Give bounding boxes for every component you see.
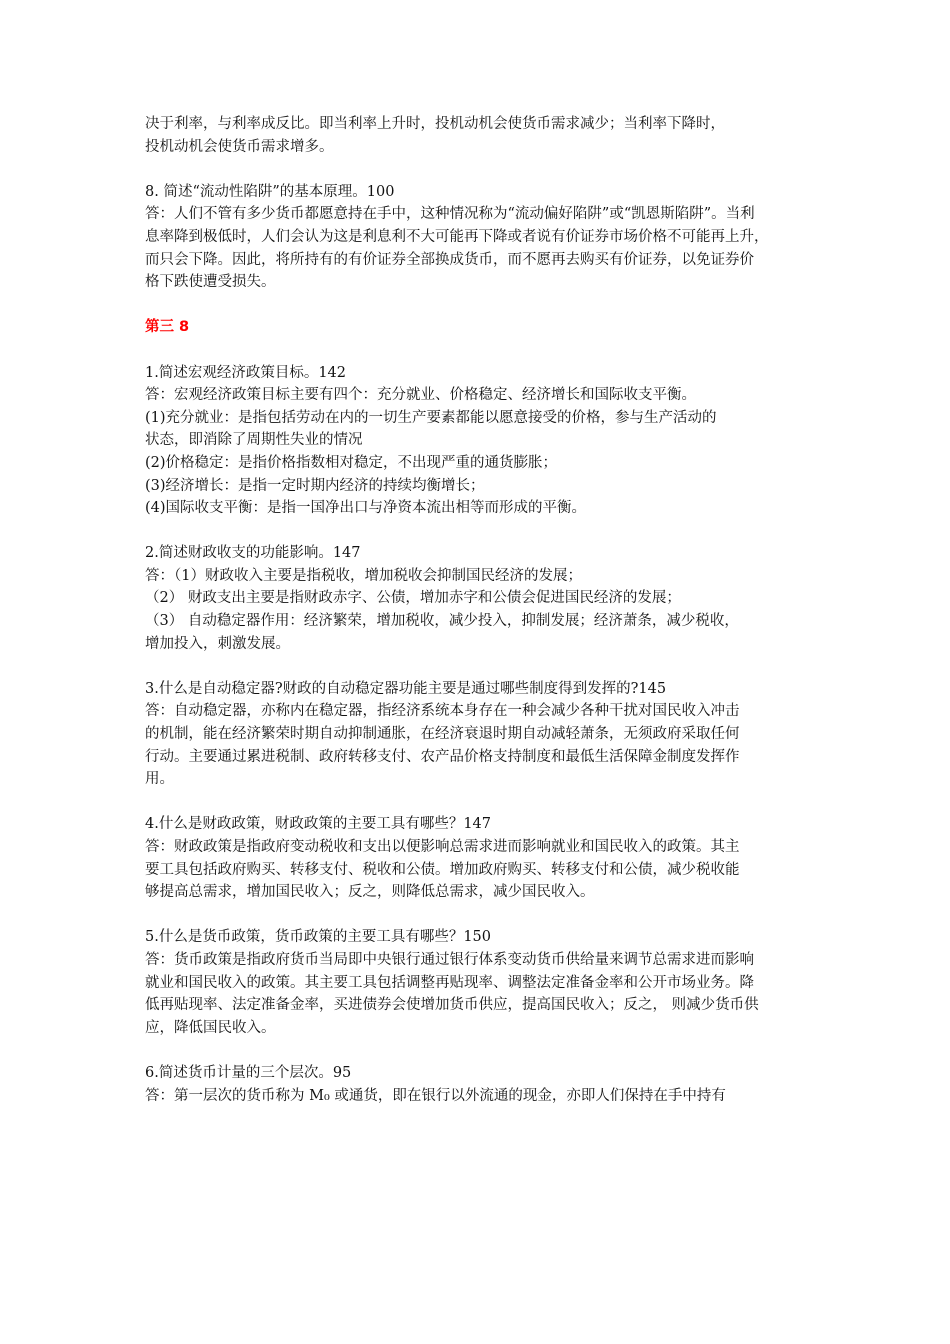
paragraph [145,1062,810,1107]
paragraph-gap [145,339,810,362]
text-line: 答：第一层次的货币称为 M₀ 或通货，即在银行以外流通的现金，亦即人们保持在手中持有 [145,1087,726,1104]
text-line: (4)国际收支平衡：是指一国净出口与净资本流出相等而形成的平衡。 [145,500,587,517]
text-line: 应，降低国民收入。 [145,1019,276,1036]
text-line: 3.什么是自动稳定器?财政的自动稳定器功能主要是通过哪些制度得到发挥的?145 [145,680,667,697]
text-line: 增加投入，刺激发展。 [145,635,290,652]
text-line: 答：宏观经济政策目标主要有四个：充分就业、价格稳定、经济增长和国际收支平衡。 [145,387,696,404]
paragraph-gap [145,655,810,678]
text-line: (3)经济增长：是指一定时期内经济的持续均衡增长； [145,477,485,494]
text-line: 1.简述宏观经济政策目标。142 [145,364,347,381]
text-line: (1)充分就业：是指包括劳动在内的一切生产要素都能以愿意接受的价格，参与生产活动的 [145,409,717,426]
paragraph-gap [145,294,810,317]
text-line: 的机制，能在经济繁荣时期自动抑制通胀，在经济衰退时期自动减轻萧条，无须政府采取任何 [145,726,740,743]
text-line: 行动。主要通过累进税制、政府转移支付、农产品价格支持制度和最低生活保障金制度发挥作 [145,748,740,765]
text-line: 5.什么是货币政策，货币政策的主要工具有哪些？150 [145,929,492,946]
paragraph-gap [145,1039,810,1062]
paragraph [145,542,810,655]
text-line: 答：（1）财政收入主要是指税收，增加税收会抑制国民经济的发展； [145,567,582,584]
paragraph [145,362,810,520]
text-line: （3） 自动稳定器作用：经济繁荣，增加税收，减少投入，抑制发展；经济萧条，减少税收， [145,613,739,630]
text-line: 状态，即消除了周期性失业的情况 [145,432,363,449]
paragraph [145,813,810,903]
text-line: 而只会下降。因此，将所持有的有价证券全部换成货币，而不愿再去购买有价证券，以免证券价 [145,251,754,268]
text-line: 投机动机会使货币需求增多。 [145,138,334,155]
document-page [145,113,810,1107]
text-line: （2） 财政支出主要是指财政赤字、公债，增加赤字和公债会促进国民经济的发展； [145,590,681,607]
text-line: 4.什么是财政政策，财政政策的主要工具有哪些？147 [145,816,492,833]
text-line: (2)价格稳定：是指价格指数相对稳定，不出现严重的通货膨胀； [145,454,558,471]
text-line: 用。 [145,771,174,788]
text-line: 够提高总需求，增加国民收入；反之，则降低总需求，减少国民收入。 [145,884,595,901]
paragraph [145,678,810,791]
paragraph [145,181,810,294]
paragraph [145,113,810,158]
text-line: 答：财政政策是指政府变动税收和支出以便影响总需求进而影响就业和国民收入的政策。其主 [145,839,740,855]
text-line: 答：货币政策是指政府货币当局即中央银行通过银行体系变动货币供给量来调节总需求进而影响 [145,951,754,968]
text-line: 2.简述财政收支的功能影响。147 [145,545,361,562]
paragraph-gap [145,520,810,543]
paragraph [145,926,810,1039]
text-line: 要工具包括政府购买、转移支付、税收和公债。增加政府购买、转移支付和公债，减少税收能 [145,861,740,878]
paragraph-gap [145,904,810,927]
text-line: 答：自动稳定器，亦称内在稳定器，指经济系统本身存在一种会减少各种干扰对国民收入冲击 [145,703,740,720]
text-line: 低再贴现率、法定准备金率，买进债券会使增加货币供应，提高国民收入；反之， 则减少货币供 [145,997,759,1014]
paragraph-gap [145,158,810,181]
text-line: 6.简述货币计量的三个层次。95 [145,1064,352,1081]
text-line: 答：人们不管有多少货币都愿意持在手中，这种情况称为“流动偏好陷阱”或“凯恩斯陷阱”。当利 [145,206,755,223]
text-line: 8. 简述“流动性陷阱”的基本原理。100 [145,183,395,200]
text-line: 就业和国民收入的政策。其主要工具包括调整再贴现率、调整法定准备金率和公开市场业务。降 [145,974,754,991]
section-heading: 第三 8 [145,319,190,336]
text-line: 息率降到极低时，人们会认为这是利息利不大可能再下降或者说有价证券市场价格不可能再上升， [145,228,769,245]
paragraph-gap [145,791,810,814]
text-line: 格下跌使遭受损失。 [145,274,276,291]
text-line: 决于利率，与利率成反比。即当利率上升时，投机动机会使货币需求减少；当利率下降时， [145,116,725,132]
